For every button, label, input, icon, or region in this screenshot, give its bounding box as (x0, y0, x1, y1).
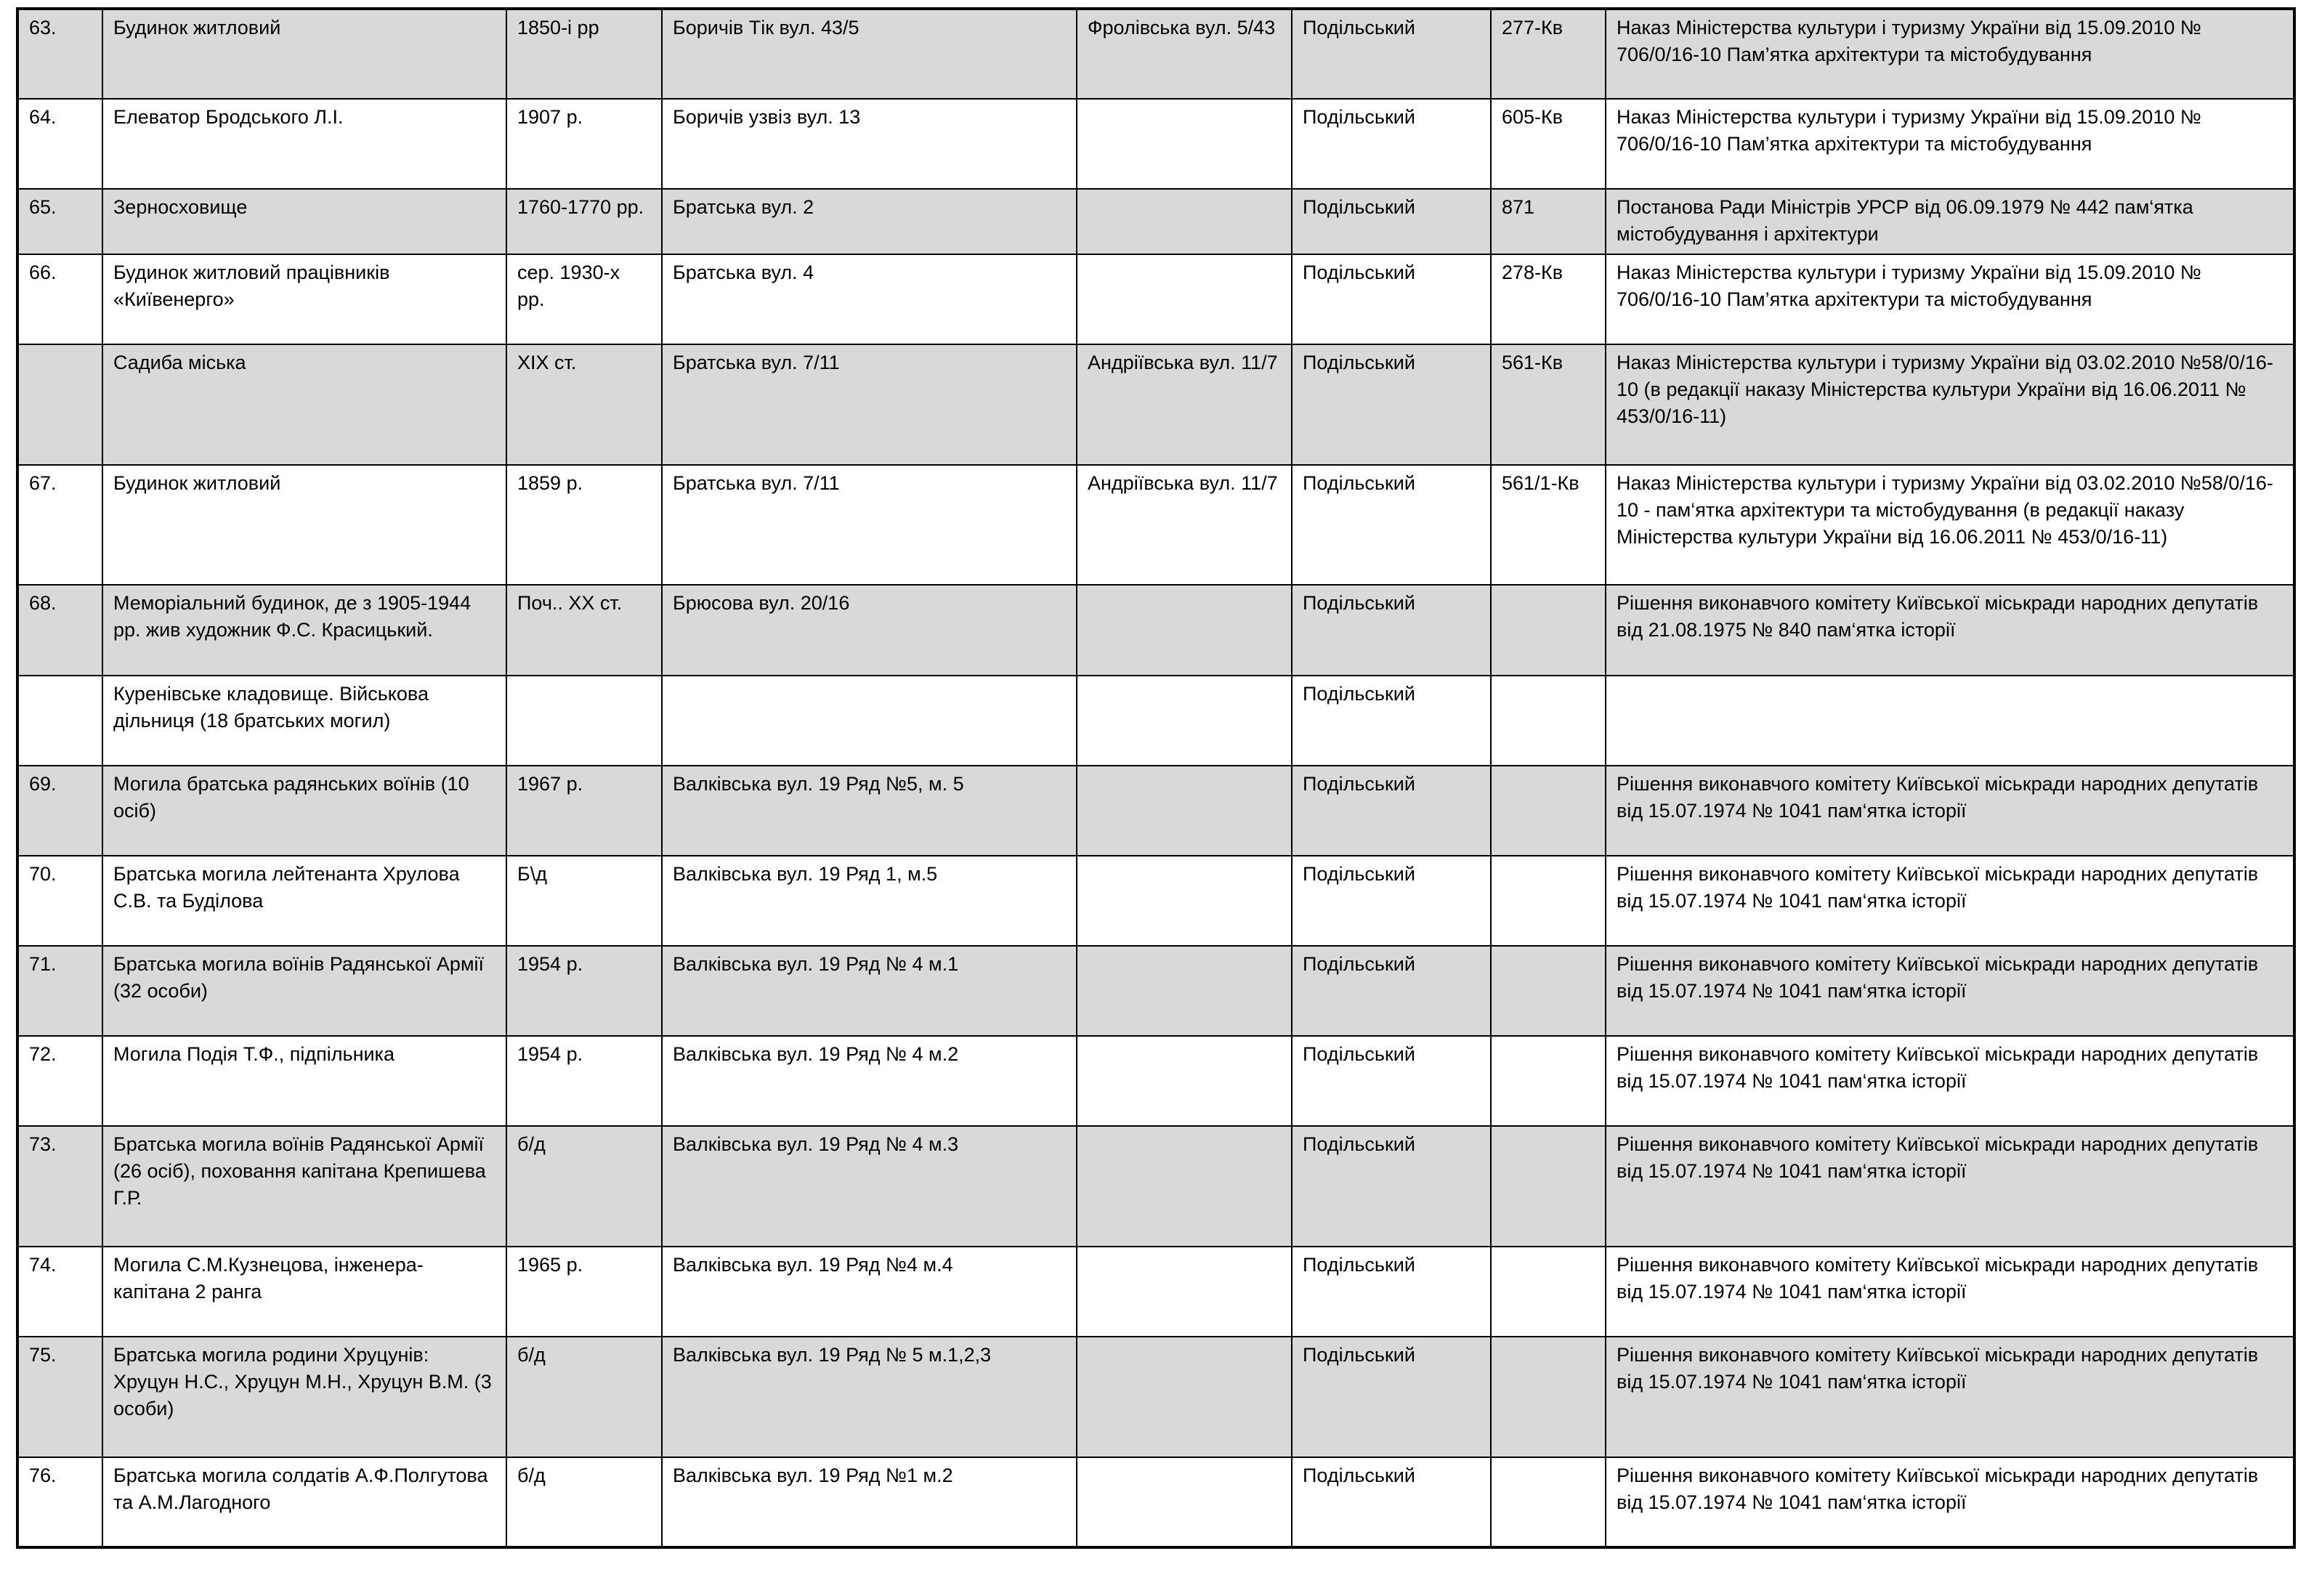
object-address-alt-cell: Андріївська вул. 11/7 (1077, 465, 1292, 586)
table-row (17, 1247, 2294, 1337)
protection-document-cell: Наказ Міністерства культури і туризму України від 15.09.2010 № 706/0/16-10 Пам’ятка архітектури та містобудування (1606, 9, 2294, 99)
object-address-alt-cell (1077, 1247, 1292, 1337)
object-name-cell: Будинок житловий (102, 465, 506, 586)
object-date-cell: б/д (506, 1126, 662, 1247)
object-address-cell: Братська вул. 4 (662, 254, 1077, 344)
object-address-alt-cell (1077, 1457, 1292, 1547)
table-row (17, 9, 2294, 99)
protection-number-cell (1491, 676, 1606, 766)
protection-number-cell (1491, 1337, 1606, 1457)
row-number-cell: 71. (17, 946, 102, 1036)
object-date-cell: Б\д (506, 856, 662, 946)
object-date-cell: 1954 р. (506, 946, 662, 1036)
table-row (17, 1337, 2294, 1457)
table-row (17, 856, 2294, 946)
table-row (17, 1126, 2294, 1247)
protection-number-cell: 561-Кв (1491, 344, 1606, 465)
row-number-cell: 68. (17, 585, 102, 675)
protection-document-cell: Рішення виконавчого комітету Київської міськради народних депутатів від 15.07.1974 № 1041 пам‘ятка історії (1606, 946, 2294, 1036)
monuments-table (16, 7, 2296, 1549)
protection-number-cell (1491, 946, 1606, 1036)
protection-document-cell: Рішення виконавчого комітету Київської міськради народних депутатів від 15.07.1974 № 1041 пам‘ятка історії (1606, 1247, 2294, 1337)
object-address-alt-cell (1077, 189, 1292, 254)
protection-number-cell (1491, 1126, 1606, 1247)
row-number-cell: 64. (17, 99, 102, 189)
protection-document-cell: Наказ Міністерства культури і туризму України від 03.02.2010 №58/0/16-10 (в редакції наказу Міністерства культури України від 16.06.2011 № 453/0/16-11) (1606, 344, 2294, 465)
object-address-cell: Валківська вул. 19 Ряд №5, м. 5 (662, 766, 1077, 856)
table-row (17, 254, 2294, 344)
protection-document-cell: Рішення виконавчого комітету Київської міськради народних депутатів від 15.07.1974 № 1041 пам‘ятка історії (1606, 1337, 2294, 1457)
object-date-cell: 1965 р. (506, 1247, 662, 1337)
object-district-cell: Подільський (1292, 99, 1491, 189)
object-name-cell: Зерносховище (102, 189, 506, 254)
object-name-cell: Будинок житловий працівників «Київенерго» (102, 254, 506, 344)
object-date-cell (506, 676, 662, 766)
object-address-cell: Боричів Тік вул. 43/5 (662, 9, 1077, 99)
object-address-cell: Братська вул. 7/11 (662, 465, 1077, 586)
object-address-cell: Валківська вул. 19 Ряд № 4 м.3 (662, 1126, 1077, 1247)
row-number-cell: 65. (17, 189, 102, 254)
protection-number-cell (1491, 1247, 1606, 1337)
object-address-alt-cell: Андріївська вул. 11/7 (1077, 344, 1292, 465)
object-address-alt-cell (1077, 1337, 1292, 1457)
object-name-cell: Могила братська радянських воїнів (10 осіб) (102, 766, 506, 856)
row-number-cell: 70. (17, 856, 102, 946)
row-number-cell: 69. (17, 766, 102, 856)
object-address-cell: Братська вул. 2 (662, 189, 1077, 254)
object-date-cell: 1954 р. (506, 1036, 662, 1126)
protection-document-cell: Рішення виконавчого комітету Київської міськради народних депутатів від 15.07.1974 № 1041 пам‘ятка історії (1606, 766, 2294, 856)
object-name-cell: Могила Подія Т.Ф., підпільника (102, 1036, 506, 1126)
protection-document-cell: Рішення виконавчого комітету Київської міськради народних депутатів від 15.07.1974 № 1041 пам‘ятка історії (1606, 1126, 2294, 1247)
protection-document-cell: Наказ Міністерства культури і туризму України від 03.02.2010 №58/0/16-10 - пам‘ятка архітектури та містобудування (в редакції наказу Міністерства культури України від 16.06.2011 № 453/0/16-11) (1606, 465, 2294, 586)
object-district-cell: Подільський (1292, 946, 1491, 1036)
object-address-alt-cell (1077, 99, 1292, 189)
object-address-cell: Валківська вул. 19 Ряд 1, м.5 (662, 856, 1077, 946)
table-row (17, 189, 2294, 254)
object-address-alt-cell (1077, 676, 1292, 766)
protection-number-cell (1491, 766, 1606, 856)
table-row (17, 585, 2294, 675)
object-district-cell: Подільський (1292, 1337, 1491, 1457)
object-name-cell: Братська могила воїнів Радянської Армії (26 осіб), поховання капітана Крепишева Г.Р. (102, 1126, 506, 1247)
protection-number-cell: 605-Кв (1491, 99, 1606, 189)
object-name-cell: Братська могила воїнів Радянської Армії (32 особи) (102, 946, 506, 1036)
protection-number-cell: 278-Кв (1491, 254, 1606, 344)
object-date-cell: XIX ст. (506, 344, 662, 465)
object-date-cell: б/д (506, 1337, 662, 1457)
object-date-cell: Поч.. ХХ ст. (506, 585, 662, 675)
object-address-cell: Валківська вул. 19 Ряд № 4 м.2 (662, 1036, 1077, 1126)
object-address-cell: Валківська вул. 19 Ряд № 4 м.1 (662, 946, 1077, 1036)
row-number-cell: 72. (17, 1036, 102, 1126)
protection-document-cell: Наказ Міністерства культури і туризму України від 15.09.2010 № 706/0/16-10 Пам’ятка архітектури та містобудування (1606, 99, 2294, 189)
row-number-cell: 67. (17, 465, 102, 586)
row-number-cell: 75. (17, 1337, 102, 1457)
row-number-cell (17, 344, 102, 465)
table-row (17, 766, 2294, 856)
object-date-cell: 1967 р. (506, 766, 662, 856)
object-address-cell: Братська вул. 7/11 (662, 344, 1077, 465)
table-row (17, 99, 2294, 189)
row-number-cell: 74. (17, 1247, 102, 1337)
protection-document-cell (1606, 676, 2294, 766)
object-address-alt-cell (1077, 946, 1292, 1036)
object-name-cell: Садиба міська (102, 344, 506, 465)
object-address-cell (662, 676, 1077, 766)
protection-number-cell: 561/1-Кв (1491, 465, 1606, 586)
object-address-alt-cell (1077, 585, 1292, 675)
protection-number-cell (1491, 856, 1606, 946)
object-address-cell: Валківська вул. 19 Ряд №1 м.2 (662, 1457, 1077, 1547)
table-body (17, 9, 2294, 1547)
table-row (17, 465, 2294, 586)
table-row (17, 1457, 2294, 1547)
protection-number-cell (1491, 585, 1606, 675)
object-name-cell: Меморіальний будинок, де з 1905-1944 рр. жив художник Ф.С. Красицький. (102, 585, 506, 675)
object-address-cell: Валківська вул. 19 Ряд № 5 м.1,2,3 (662, 1337, 1077, 1457)
object-name-cell: Братська могила родини Хруцунів: Хруцун Н.С., Хруцун М.Н., Хруцун В.М. (3 особи) (102, 1337, 506, 1457)
object-address-cell: Боричів узвіз вул. 13 (662, 99, 1077, 189)
row-number-cell (17, 676, 102, 766)
object-district-cell: Подільський (1292, 676, 1491, 766)
protection-number-cell: 871 (1491, 189, 1606, 254)
table-row (17, 344, 2294, 465)
object-name-cell: Будинок житловий (102, 9, 506, 99)
object-name-cell: Братська могила лейтенанта Хрулова С.В. та Буділова (102, 856, 506, 946)
object-district-cell: Подільський (1292, 9, 1491, 99)
object-district-cell: Подільський (1292, 465, 1491, 586)
protection-document-cell: Рішення виконавчого комітету Київської міськради народних депутатів від 21.08.1975 № 840 пам‘ятка історії (1606, 585, 2294, 675)
row-number-cell: 73. (17, 1126, 102, 1247)
object-district-cell: Подільський (1292, 856, 1491, 946)
object-district-cell: Подільський (1292, 766, 1491, 856)
object-district-cell: Подільський (1292, 1126, 1491, 1247)
object-name-cell: Елеватор Бродського Л.І. (102, 99, 506, 189)
protection-number-cell (1491, 1036, 1606, 1126)
object-date-cell: сер. 1930-х рр. (506, 254, 662, 344)
row-number-cell: 63. (17, 9, 102, 99)
table-row (17, 946, 2294, 1036)
protection-number-cell (1491, 1457, 1606, 1547)
protection-document-cell: Рішення виконавчого комітету Київської міськради народних депутатів від 15.07.1974 № 1041 пам‘ятка історії (1606, 856, 2294, 946)
object-address-alt-cell (1077, 1126, 1292, 1247)
object-address-cell: Валківська вул. 19 Ряд №4 м.4 (662, 1247, 1077, 1337)
object-name-cell: Братська могила солдатів А.Ф.Полгутова та А.М.Лагодного (102, 1457, 506, 1547)
object-district-cell: Подільський (1292, 1247, 1491, 1337)
object-address-cell: Брюсова вул. 20/16 (662, 585, 1077, 675)
object-district-cell: Подільський (1292, 189, 1491, 254)
object-district-cell: Подільський (1292, 254, 1491, 344)
object-date-cell: б/д (506, 1457, 662, 1547)
object-name-cell: Могила С.М.Кузнецова, інженера-капітана 2 ранга (102, 1247, 506, 1337)
protection-document-cell: Рішення виконавчого комітету Київської міськради народних депутатів від 15.07.1974 № 1041 пам‘ятка історії (1606, 1457, 2294, 1547)
table-row (17, 676, 2294, 766)
protection-document-cell: Наказ Міністерства культури і туризму України від 15.09.2010 № 706/0/16-10 Пам’ятка архітектури та містобудування (1606, 254, 2294, 344)
protection-document-cell: Постанова Ради Міністрів УРСР від 06.09.1979 № 442 пам‘ятка містобудування і архітектури (1606, 189, 2294, 254)
object-date-cell: 1760-1770 рр. (506, 189, 662, 254)
object-date-cell: 1859 р. (506, 465, 662, 586)
object-district-cell: Подільський (1292, 1036, 1491, 1126)
row-number-cell: 66. (17, 254, 102, 344)
protection-document-cell: Рішення виконавчого комітету Київської міськради народних депутатів від 15.07.1974 № 1041 пам‘ятка історії (1606, 1036, 2294, 1126)
table-row (17, 1036, 2294, 1126)
protection-number-cell: 277-Кв (1491, 9, 1606, 99)
object-date-cell: 1907 р. (506, 99, 662, 189)
object-address-alt-cell: Фролівська вул. 5/43 (1077, 9, 1292, 99)
object-name-cell: Куренівське кладовище. Військова дільниця (18 братських могил) (102, 676, 506, 766)
object-address-alt-cell (1077, 1036, 1292, 1126)
object-district-cell: Подільський (1292, 1457, 1491, 1547)
object-district-cell: Подільський (1292, 344, 1491, 465)
row-number-cell: 76. (17, 1457, 102, 1547)
object-district-cell: Подільський (1292, 585, 1491, 675)
object-address-alt-cell (1077, 856, 1292, 946)
object-date-cell: 1850-і рр (506, 9, 662, 99)
object-address-alt-cell (1077, 766, 1292, 856)
object-address-alt-cell (1077, 254, 1292, 344)
